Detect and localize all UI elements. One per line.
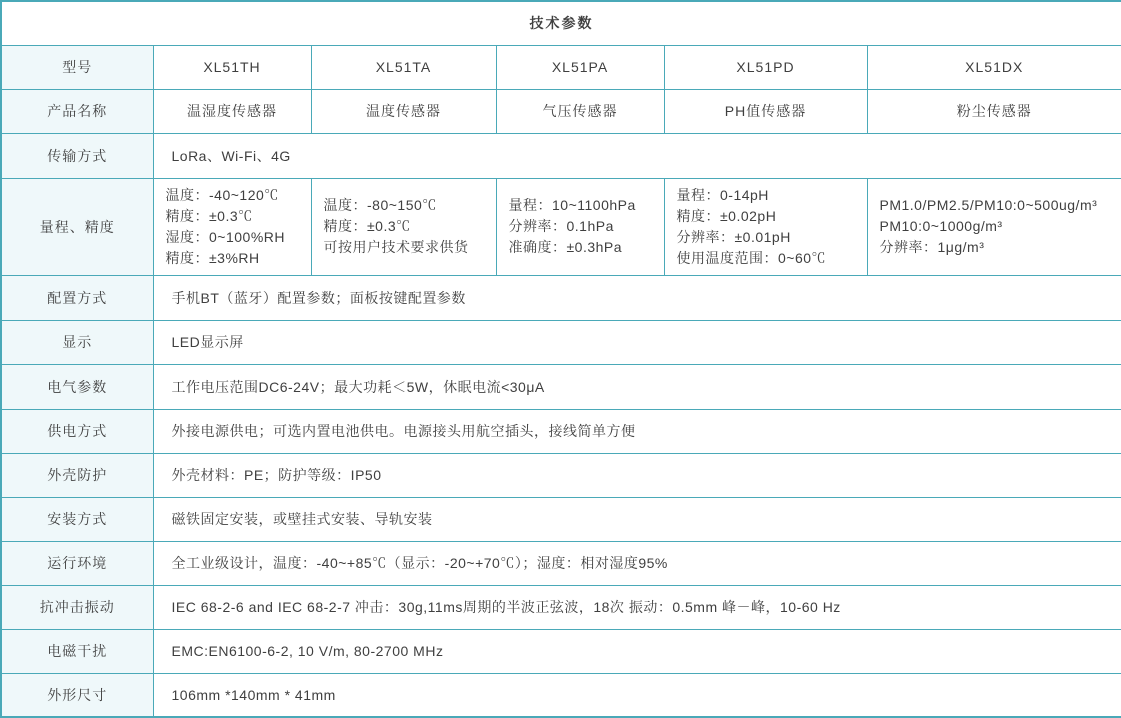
enclosure-value: 外壳材料：PE；防护等级：IP50: [153, 453, 1121, 497]
row-label-transmission: 传输方式: [1, 133, 153, 178]
range-line: 使用温度范围：0~60℃: [676, 249, 827, 266]
electrical-value: 工作电压范围DC6-24V；最大功耗＜5W，休眠电流<30μA: [153, 364, 1121, 409]
range-cell-xl51pd: [664, 178, 867, 275]
range-line: 精度：±0.3℃: [323, 218, 411, 234]
range-line: 精度：±0.02pH: [676, 207, 777, 224]
environment-row: [1, 541, 1121, 585]
range-line: 可按用户技术要求供货: [323, 239, 469, 255]
dimensions-row: [1, 673, 1121, 717]
product-name-row: [1, 89, 1121, 133]
model-xl51ta: XL51TA: [311, 45, 496, 89]
model-row: [1, 45, 1121, 89]
emi-row: [1, 629, 1121, 673]
electrical-row: [1, 364, 1121, 409]
model-xl51pa: XL51PA: [496, 45, 664, 89]
range-line: PM10:0~1000g/m³: [879, 218, 1003, 234]
product-name-5: 粉尘传感器: [867, 89, 1121, 133]
row-label-config: 配置方式: [1, 275, 153, 320]
product-name-4: PH值传感器: [664, 89, 867, 133]
environment-value: 全工业级设计，温度：-40~+85℃（显示：-20~+70℃）；湿度：相对湿度95%: [153, 541, 1121, 585]
config-row: [1, 275, 1121, 320]
shock-vibration-row: [1, 585, 1121, 629]
power-supply-value: 外接电源供电；可选内置电池供电。电源接头用航空插头，接线简单方便: [153, 409, 1121, 453]
model-xl51dx: XL51DX: [867, 45, 1121, 89]
range-line: 量程：10~1100hPa: [508, 197, 636, 213]
range-line: 精度：±3%RH: [165, 249, 260, 266]
range-line: 分辨率：1μg/m³: [879, 239, 985, 255]
range-line: 湿度：0~100%RH: [165, 228, 285, 245]
dimensions-value: 106mm *140mm * 41mm: [153, 673, 1121, 717]
title-row: [1, 1, 1121, 45]
row-label-electrical: 电气参数: [1, 364, 153, 409]
range-cell-xl51pa: [496, 178, 664, 275]
row-label-display: 显示: [1, 320, 153, 364]
range-cell-xl51ta: [311, 178, 496, 275]
power-supply-row: [1, 409, 1121, 453]
installation-row: [1, 497, 1121, 541]
transmission-row: [1, 133, 1121, 178]
row-label-power-supply: 供电方式: [1, 409, 153, 453]
row-label-shock-vibration: 抗冲击振动: [1, 585, 153, 629]
range-line: 分辨率：±0.01pH: [676, 228, 791, 245]
row-label-product-name: 产品名称: [1, 89, 153, 133]
display-value: LED显示屏: [153, 320, 1121, 364]
product-name-3: 气压传感器: [496, 89, 664, 133]
page-title: 技术参数: [1, 1, 1121, 45]
row-label-range: 量程、精度: [1, 178, 153, 275]
model-xl51pd: XL51PD: [664, 45, 867, 89]
installation-value: 磁铁固定安装，或壁挂式安装、导轨安装: [153, 497, 1121, 541]
product-name-2: 温度传感器: [311, 89, 496, 133]
model-xl51th: XL51TH: [153, 45, 311, 89]
range-line: 温度：-80~150℃: [323, 197, 437, 213]
row-label-environment: 运行环境: [1, 541, 153, 585]
range-line: 量程：0-14pH: [676, 186, 769, 203]
transmission-value: LoRa、Wi-Fi、4G: [153, 133, 1121, 178]
range-cell-xl51dx: [867, 178, 1121, 275]
row-label-dimensions: 外形尺寸: [1, 673, 153, 717]
product-name-1: 温湿度传感器: [153, 89, 311, 133]
row-label-installation: 安装方式: [1, 497, 153, 541]
shock-vibration-value: IEC 68-2-6 and IEC 68-2-7 冲击：30g,11ms周期的半波正弦波，18次 振动：0.5mm 峰－峰，10-60 Hz: [153, 585, 1121, 629]
config-value: 手机BT（蓝牙）配置参数；面板按键配置参数: [153, 275, 1121, 320]
range-cell-xl51th: [153, 178, 311, 275]
row-label-enclosure: 外壳防护: [1, 453, 153, 497]
range-line: 准确度：±0.3hPa: [508, 239, 623, 255]
range-line: 分辨率：0.1hPa: [508, 218, 614, 234]
range-line: 温度：-40~120℃: [165, 186, 279, 203]
row-label-model: 型号: [1, 45, 153, 89]
emi-value: EMC:EN6100-6-2, 10 V/m, 80-2700 MHz: [153, 629, 1121, 673]
display-row: [1, 320, 1121, 364]
range-line: 精度：±0.3℃: [165, 207, 253, 224]
range-line: PM1.0/PM2.5/PM10:0~500ug/m³: [879, 197, 1098, 213]
row-label-emi: 电磁干扰: [1, 629, 153, 673]
range-precision-row: [1, 178, 1121, 275]
enclosure-row: [1, 453, 1121, 497]
